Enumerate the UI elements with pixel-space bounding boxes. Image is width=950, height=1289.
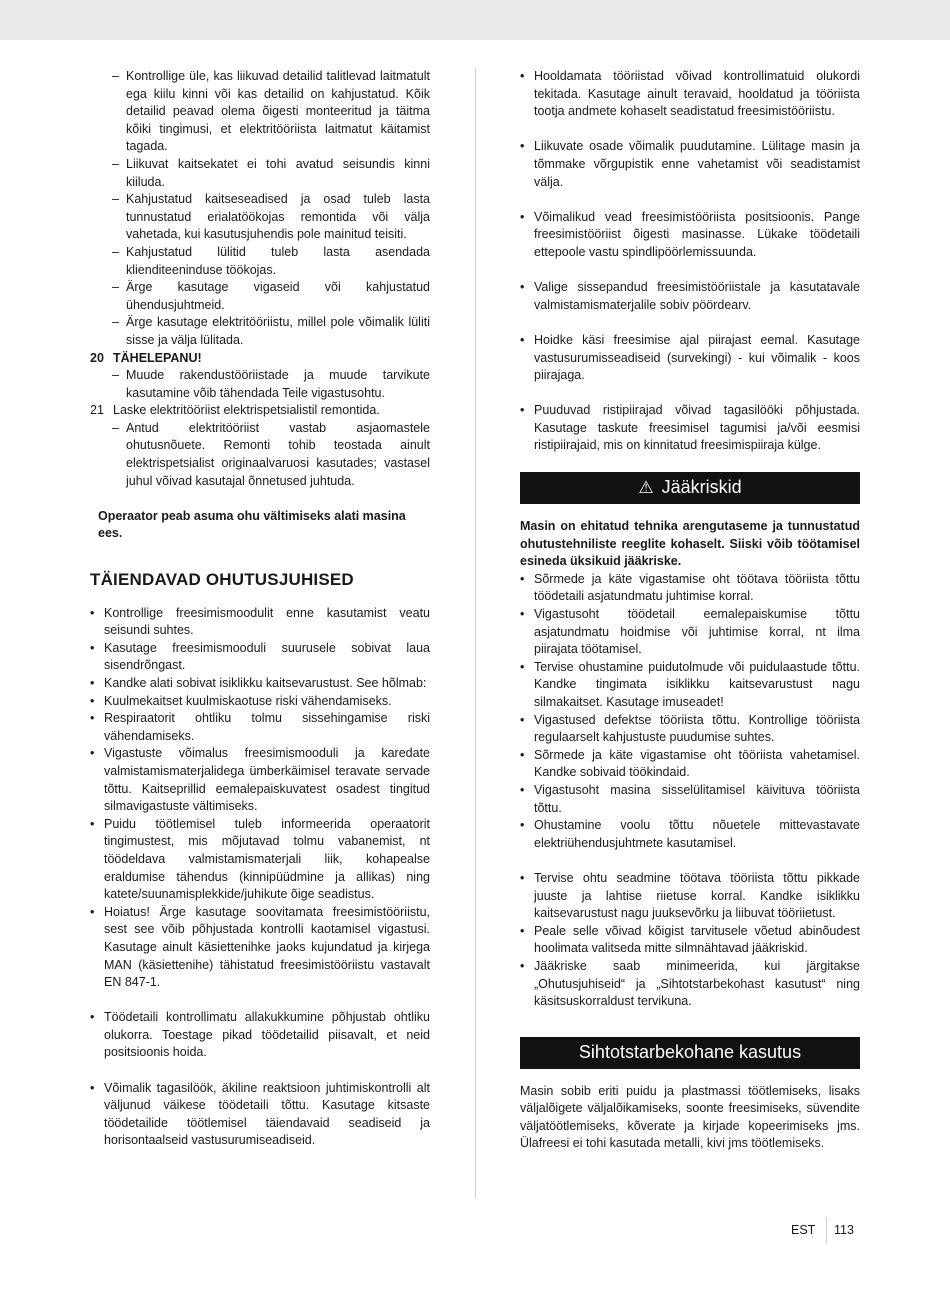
section-heading: TÄIENDAVAD OHUTUSJUHISED <box>90 570 354 590</box>
risk-list-b <box>520 870 860 1011</box>
numbered-item-21: 21 Laske elektritööriist elektrispetsialistil remontida. <box>90 403 380 418</box>
list-item: • Vigastusoht töödetail eemalepaiskumise tõttu asjatundmatu hoidmise või juhtimise korral, nt ilma piirajata töötamisel. <box>520 607 860 657</box>
list-item: • Töödetaili kontrollimatu allakukkumine põhjustab ohtliku olukorra. Toestage pikad töödetailid piisavalt, et neid positsioonis hoida. <box>90 1010 430 1060</box>
risk-list-a <box>520 571 860 853</box>
list-item: • Hoidke käsi freesimise ajal piirajast eemal. Kasutage vastusurumisseadiseid (survekingi) - kui võimalik - koos piirajaga. <box>520 332 860 383</box>
list-item: • Tervise ohustamine puidutolmude või puidulaastude tõttu. Kandke tingimata isiklikku kaitsevarustust nagu silmakaitset. Kasutage imuseadet! <box>520 659 860 709</box>
list-item: – Kahjustatud kaitseseadised ja osad tuleb lasta tunnustatud erialatöökojas remontida või välja vahetada, kui kasutusjuhendis pole mainitud teisiti. <box>112 192 430 242</box>
residual-risks-heading: ⚠ Jääkriskid <box>520 472 860 504</box>
operator-note: Operaator peab asuma ohu vältimiseks alati masina ees. <box>98 508 406 541</box>
list-item: • Valige sissepandud freesimistööriistale ja kasutatavale valmistamismaterjalile sobiv pöördearv. <box>520 280 860 312</box>
list-item: • Kuulmekaitset kuulmiskaotuse riski vähendamiseks. <box>90 693 392 708</box>
list-item: – Kahjustatud lülitid tuleb lasta asendada klienditeeninduse töökojas. <box>112 244 430 277</box>
column-divider <box>475 68 476 1198</box>
top-gray-band <box>0 0 950 40</box>
right-column <box>520 68 860 1153</box>
list-item: • Vigastuste võimalus freesimismooduli ja karedate valmistamismaterjalidega ümberkäimisel teravate servade tõttu. Kaitseprillid eemalepaiskuvatest osadest tingitud silmavigastuste vältimiseks. <box>90 746 430 814</box>
list-item: • Jääkriske saab minimeerida, kui järgitakse „Ohutusjuhiseid“ ja „Sihtotstarbekohast kasutust“ ning käsitsuskorraldust tervikuna. <box>520 958 860 1009</box>
residual-risks-intro: Masin on ehitatud tehnika arengutaseme ja tunnustatud ohutustehniliste reeglite kohaselt. Siiski võib töötamisel esineda üksikuid jääkriske. <box>520 519 860 569</box>
page-footer <box>0 1221 950 1243</box>
list-item: • Kontrollige freesimismoodulit enne kasutamist veatu seisundi suhtes. <box>90 605 430 638</box>
list-item: • Vigastused defektse tööriista tõttu. Kontrollige tööriista regulaarselt kahjustuste puudumise suhtes. <box>520 712 860 745</box>
list-item: • Kandke alati sobivat isiklikku kaitsevarustust. See hõlmab: <box>90 676 427 690</box>
list-item: • Hooldamata tööriistad võivad kontrollimatuid olukordi tekitada. Kasutage ainult teravaid, hooldatud ja tööriista tootja andmete kohaselt seadistatud freesimistööriistu. <box>520 69 860 119</box>
footer-divider <box>826 1217 827 1243</box>
list-item: • Puuduvad ristipiirajad võivad tagasilööki põhjustada. Kasutage taskute freesimisel tagumisi ja/või eesmisi ristipiirajaid, mis on kinnitatud freesimispiiraja külge. <box>520 403 860 453</box>
intended-use-heading: Sihtotstarbekohane kasutus <box>520 1037 860 1069</box>
warning-icon: ⚠ <box>638 478 654 498</box>
intended-use-text: Masin sobib eriti puidu ja plastmassi töötlemiseks, lisaks väljalõigete väljalõikamiseks, soonte freesimiseks, süvendite väljatöötlemiseks, kõverate ja kirjade kopeerimiseks jms. Ülafreesi ei tohi kasutada metalli, kivi jms töötlemiseks. <box>520 1083 860 1151</box>
list-item: • Respiraatorit ohtliku tolmu sissehingamise riski vähendamiseks. <box>90 711 430 743</box>
list-item: • Peale selle võivad kõigist tarvitusele võetud abinõudest hoolimata valitseda mitte silmnähtavad jääkriskid. <box>520 923 860 956</box>
list-item: • Tervise ohtu seadmine töötava tööriista tõttu pikkade juuste ja lahtise riietuse korral. Kandke isiklikku kaitsevarustust nagu juuksevõrku ja liibuvat tööriietust. <box>520 870 860 921</box>
left-column <box>90 68 430 1150</box>
list-item: • Liikuvate osade võimalik puudutamine. Lülitage masin ja tõmmake võrgupistik enne vahetamist või seadistamist välja. <box>520 139 860 189</box>
dash-list-a <box>90 68 430 350</box>
list-item: • Sõrmede ja käte vigastamise oht tööriista vahetamisel. Kandke sobivaid töökindaid. <box>520 747 860 780</box>
list-item: • Kasutage freesimismooduli suurusele sobivat laua sisendrõngast. <box>90 640 430 673</box>
list-item: – Antud elektritööriist vastab asjaomastele ohutusnõuete. Remonti tohib teostada ainult elektrispetsialist originaalvaruosi kasutades; vastasel juhul võivad kasutajal õnnetused juhtuda. <box>112 420 430 488</box>
list-item: • Puidu töötlemisel tuleb informeerida operaatorit tingimustest, mis mõjutavad tolmu vabanemist, nt töödeldava valmistamismaterjali liik, kohapealse eraldumise tähendus (kinnipüüdmine ja allikas) ning katete/suunamisplekkide/juhikute õige seadistus. <box>90 816 430 902</box>
list-item: • Hoiatus! Ärge kasutage soovitamata freesimistööriistu, sest see võib põhjustada kontrolli kaotamisel vigastusi. Kasutage ainult käsiettenihke jaoks kujundatud ja kirjega MAN (käsiettenihe) tähistatud freesimistööriistu vastavalt EN 847-1. <box>90 904 430 990</box>
list-item: – Ärge kasutage elektritööriistu, millel pole võimalik lüliti sisse ja välja lülitada. <box>112 315 430 347</box>
list-item: – Liikuvat kaitsekatet ei tohi avatud seisundis kinni kiiluda. <box>112 156 430 189</box>
list-item: • Võimalikud vead freesimistööriista positsioonis. Pange freesimistööriist õigesti masinasse. Lükake töödetaili ettepoole vastu spindlipöörlemissuunda. <box>520 209 860 259</box>
list-item: • Võimalik tagasilöök, äkiline reaktsioon juhtimiskontrolli alt väljunud väikese töödetaili tõttu. Kasutage kitsaste töödetailide töötlemisel täiendavaid seadiseid ja horisontaalseid vastusurumiseadiseid. <box>90 1080 430 1148</box>
list-item: – Ärge kasutage vigaseid või kahjustatud ühendusjuhtmeid. <box>112 280 430 312</box>
list-item: • Vigastusoht masina sisselülitamisel käivituva tööriista tõttu. <box>520 782 860 815</box>
numbered-item-20: 20 TÄHELEPANU! <box>90 350 202 365</box>
list-item: – Muude rakendustööriistade ja muude tarvikute kasutamine võib tähendada Teile vigastusohtu. <box>112 368 430 400</box>
bullet-list-a <box>90 605 430 992</box>
page-number: 113 <box>834 1223 854 1237</box>
language-code: EST <box>791 1223 816 1237</box>
list-item: • Ohustamine voolu tõttu nõuetele mittevastavate elektriühendusjuhtmete kasutamisel. <box>520 818 860 850</box>
list-item: • Sõrmede ja käte vigastamise oht töötava tööriista tõttu töödetaili asjatundmatu juhtimise korral. <box>520 571 860 604</box>
list-item: – Kontrollige üle, kas liikuvad detailid talitlevad laitmatult ega kiilu kinni või kas detailid on kahjustatud. Kõik detailid peavad olema õigesti monteeritud ja täitma kõiki tingimusi, et elektritööriista laitmatut käitamist tagada. <box>112 69 430 154</box>
